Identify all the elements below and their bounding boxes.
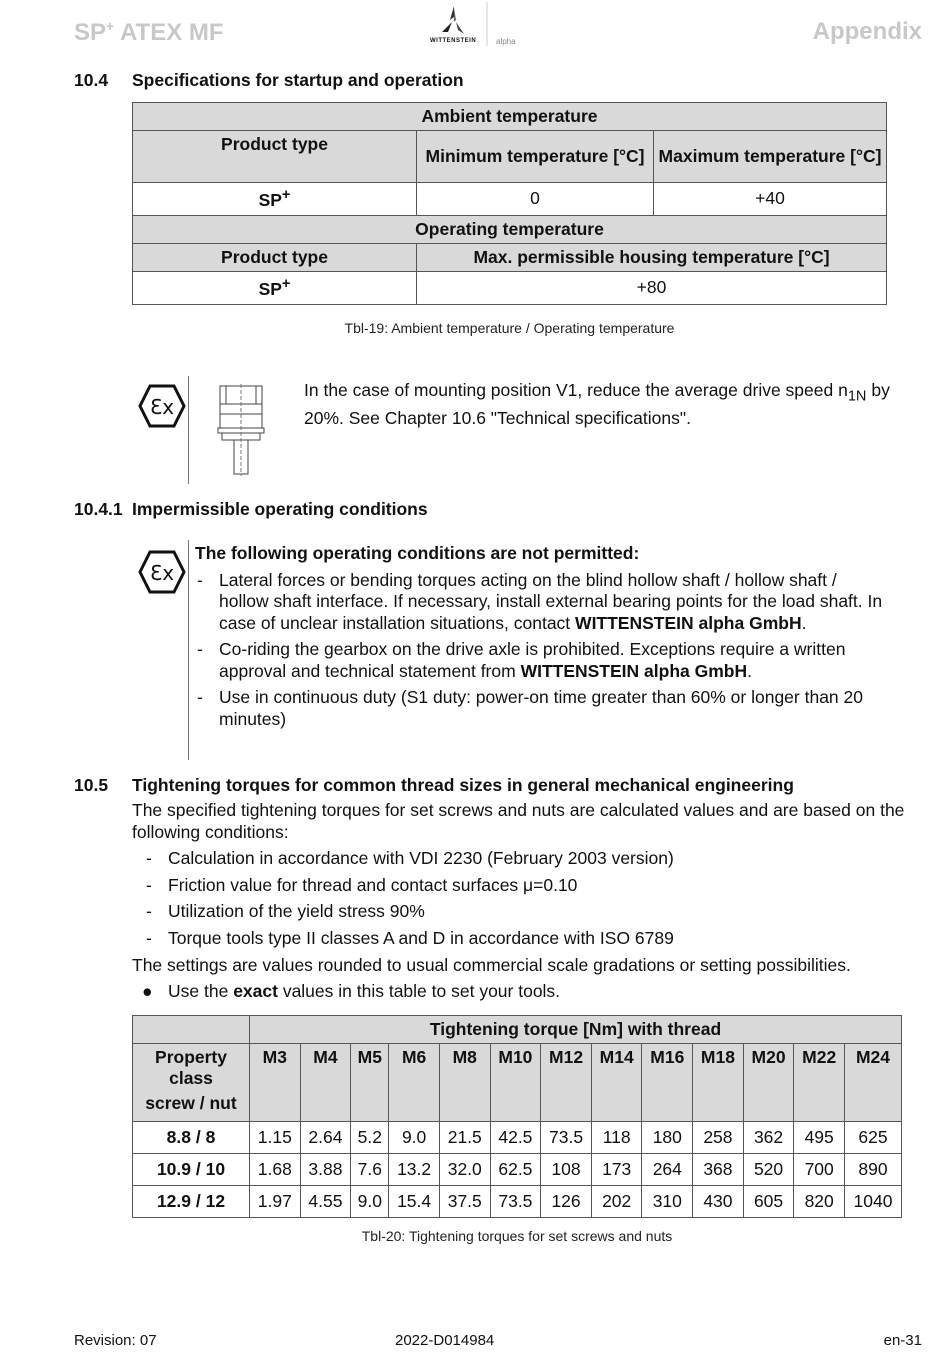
calc-condition: - Utilization of the yield stress 90% (144, 901, 904, 923)
torque-value: 202 (591, 1186, 642, 1218)
ambient-header: Ambient temperature (133, 103, 887, 131)
table-19-caption: Tbl-19: Ambient temperature / Operating temperature (344, 320, 675, 336)
product-sup: + (281, 187, 291, 203)
wittenstein-logo (430, 2, 520, 48)
note-text-end: by 20%. See Chapter 10.6 "Technical specifications". (304, 380, 890, 428)
header-line-2: screw / nut (145, 1093, 237, 1113)
torque-value: 73.5 (490, 1186, 541, 1218)
torque-value: 108 (541, 1154, 592, 1186)
footer-doc-id: 2022-D014984 (395, 1332, 495, 1349)
thread-header: M4 (300, 1044, 351, 1122)
row-product (133, 183, 417, 216)
torque-value: 5.2 (351, 1122, 389, 1154)
torque-value: 42.5 (490, 1122, 541, 1154)
conditions-list (195, 570, 885, 731)
col-housing-temp: Max. permissible housing temperature [°C] (417, 243, 887, 271)
bullet-emphasis: exact (233, 981, 278, 1001)
thread-header: M10 (490, 1044, 541, 1122)
heading-number: 10.4 (74, 70, 109, 90)
torque-value: 700 (794, 1154, 845, 1186)
thread-header: M16 (642, 1044, 693, 1122)
ex-icon (138, 550, 186, 599)
tools-bullet (142, 981, 902, 1003)
mounting-position-v1-icon (214, 384, 268, 481)
product-name: SP (258, 278, 282, 299)
condition-end: . (747, 660, 752, 681)
torque-value: 495 (794, 1122, 845, 1154)
torque-value: 820 (794, 1186, 845, 1218)
logo-brand: WITTENSTEIN (430, 38, 477, 44)
property-class-header (133, 1044, 250, 1122)
min-temp-value: 0 (417, 183, 654, 216)
torque-value: 73.5 (541, 1122, 592, 1154)
condition-item (195, 570, 885, 635)
col-min-temp: Minimum temperature [°C] (417, 131, 654, 183)
heading-text: Tightening torques for common thread sizes in general mechanical engineering (132, 775, 794, 795)
heading-10-4-1 (74, 499, 428, 520)
thread-header: M3 (250, 1044, 301, 1122)
torque-value: 4.55 (300, 1186, 351, 1218)
torque-value: 310 (642, 1186, 693, 1218)
bullet-text: Use the (168, 981, 234, 1001)
property-class-cell: 10.9 / 10 (133, 1154, 250, 1186)
svg-text:Ɛx: Ɛx (149, 561, 175, 585)
footer-page-number: en-31 (883, 1332, 922, 1349)
condition-end: . (801, 612, 807, 633)
table-row (133, 1154, 902, 1186)
operating-header: Operating temperature (133, 215, 887, 243)
torque-value: 15.4 (389, 1186, 440, 1218)
conditions-lead: The following operating conditions are not permitted: (195, 543, 640, 563)
thread-header: M20 (743, 1044, 794, 1122)
torque-value: 173 (591, 1154, 642, 1186)
torque-value: 2.64 (300, 1122, 351, 1154)
torque-value: 13.2 (389, 1154, 440, 1186)
thread-header: M5 (351, 1044, 389, 1122)
housing-temp-value: +80 (417, 271, 887, 304)
torque-value: 1.15 (250, 1122, 301, 1154)
calc-conditions-list (144, 848, 904, 949)
torque-value: 890 (844, 1154, 901, 1186)
torque-value: 3.88 (300, 1154, 351, 1186)
torque-intro: The specified tightening torques for set screws and nuts are calculated values and are based on the following conditions: (132, 800, 905, 842)
heading-number: 10.4.1 (74, 499, 123, 519)
table-row (133, 1186, 902, 1218)
torque-value: 9.0 (389, 1122, 440, 1154)
condition-item (195, 639, 885, 682)
torque-value: 180 (642, 1122, 693, 1154)
product-sup: + (281, 275, 291, 292)
title-prefix: SP (74, 19, 107, 46)
logo-sub: alpha (496, 37, 516, 46)
document-title (74, 18, 224, 47)
calc-condition: - Torque tools type II classes A and D in accordance with ISO 6789 (144, 928, 904, 950)
heading-text: Specifications for startup and operation (132, 70, 464, 90)
condition-text: Lateral forces or bending torques acting on the blind hollow shaft / hollow shaft / hollow shaft interface. If necessary, install external bearing points for the load shaft. In case of unclear installation situations, contact (219, 569, 883, 633)
note-divider (188, 376, 189, 484)
heading-text: Impermissible operating conditions (132, 499, 428, 519)
conditions-block (144, 848, 904, 954)
product-name: SP (258, 189, 282, 210)
thread-header: M22 (794, 1044, 845, 1122)
calc-condition: - Friction value for thread and contact surfaces μ=0.10 (144, 875, 904, 897)
corner-cell (133, 1016, 250, 1044)
heading-10-4 (74, 70, 464, 91)
title-sup: + (106, 18, 115, 34)
heading-10-5 (74, 775, 794, 796)
warning-divider (188, 540, 189, 760)
settings-note: The settings are values rounded to usual commercial scale gradations or setting possibilities. (132, 955, 851, 975)
footer-revision: Revision: 07 (74, 1332, 157, 1349)
torque-value: 21.5 (439, 1122, 490, 1154)
torque-value: 126 (541, 1186, 592, 1218)
thread-header: M12 (541, 1044, 592, 1122)
max-temp-value: +40 (654, 183, 887, 216)
condition-text: Co-riding the gearbox on the drive axle is prohibited. Exceptions require a written approval and technical statement from (219, 639, 846, 681)
heading-number: 10.5 (74, 775, 109, 795)
bullet-text-end: values in this table to set your tools. (277, 981, 561, 1001)
torque-value: 258 (693, 1122, 744, 1154)
property-class-cell: 12.9 / 12 (133, 1186, 250, 1218)
temperature-table (132, 102, 887, 305)
table-row (133, 1122, 902, 1154)
torque-value: 37.5 (439, 1186, 490, 1218)
note-text: In the case of mounting position V1, reduce the average drive speed n (304, 380, 848, 400)
svg-text:Ɛx: Ɛx (149, 395, 175, 419)
mounting-note (304, 380, 894, 430)
condition-item: - Use in continuous duty (S1 duty: power-on time greater than 60% or longer than 20 minutes) (195, 687, 885, 730)
torque-value: 264 (642, 1154, 693, 1186)
thread-header: M14 (591, 1044, 642, 1122)
col-max-temp: Maximum temperature [°C] (654, 131, 887, 183)
torque-value: 1.68 (250, 1154, 301, 1186)
torque-value: 9.0 (351, 1186, 389, 1218)
title-suffix: ATEX MF (114, 19, 224, 46)
section-title: Appendix (812, 18, 922, 45)
col-product-type-2: Product type (133, 243, 417, 271)
torque-value: 368 (693, 1154, 744, 1186)
ex-icon (138, 384, 186, 433)
torque-value: 430 (693, 1186, 744, 1218)
bullet-icon: ● (142, 981, 153, 1001)
tightening-torque-table (132, 1015, 902, 1218)
note-subscript: 1N (847, 388, 867, 405)
impermissible-conditions (195, 543, 885, 735)
torque-value: 62.5 (490, 1154, 541, 1186)
row-product-2 (133, 271, 417, 304)
torque-value: 118 (591, 1122, 642, 1154)
torque-value: 1040 (844, 1186, 901, 1218)
torque-value: 625 (844, 1122, 901, 1154)
thread-header: M8 (439, 1044, 490, 1122)
torque-value: 32.0 (439, 1154, 490, 1186)
torque-value: 520 (743, 1154, 794, 1186)
torque-value: 1.97 (250, 1186, 301, 1218)
torque-value: 7.6 (351, 1154, 389, 1186)
col-product-type: Product type (133, 131, 417, 183)
company-name: WITTENSTEIN alpha GmbH (575, 612, 802, 633)
header-line-1: Property class (155, 1047, 227, 1088)
torque-value: 362 (743, 1122, 794, 1154)
torque-value: 605 (743, 1186, 794, 1218)
thread-header: M18 (693, 1044, 744, 1122)
table-20-caption: Tbl-20: Tightening torques for set screws and nuts (361, 1228, 673, 1244)
property-class-cell: 8.8 / 8 (133, 1122, 250, 1154)
thread-header: M24 (844, 1044, 901, 1122)
company-name: WITTENSTEIN alpha GmbH (520, 660, 748, 681)
calc-condition: - Calculation in accordance with VDI 2230 (February 2003 version) (144, 848, 904, 870)
torque-group-header: Tightening torque [Nm] with thread (250, 1016, 902, 1044)
thread-header: M6 (389, 1044, 440, 1122)
